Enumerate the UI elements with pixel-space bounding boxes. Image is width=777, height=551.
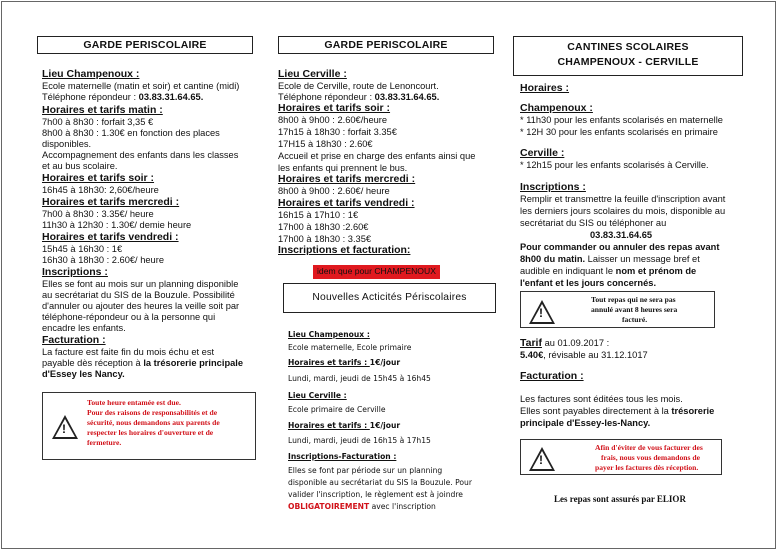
col1-warning-line: sécurité, nous demandons aux parents de (87, 418, 220, 427)
nap-inscriptions-line: Elles se font par période sur un planning (288, 466, 443, 475)
col3-tarif-value: 5.40€, révisable au 31.12.1017 (520, 350, 648, 360)
col1-warning-line: respecter les horaires d'ouverture et de (87, 428, 214, 437)
col2-soir-line: Accueil et prise en charge des enfants ainsi que (278, 151, 476, 161)
nap-inscriptions-title: Inscriptions-Facturation : (288, 452, 397, 461)
nap-h1-line: Lundi, mardi, jeudi de 15h45 à 16h45 (288, 374, 431, 383)
nap-inscriptions-line: OBLIGATOIREMENT avec l'inscription (288, 502, 436, 511)
col1-matin-line: 8h00 à 8h30 : 1.30€ en fonction des places (42, 128, 220, 138)
nap-inscriptions-line: valider l'inscription, le règlement est à joindre (288, 490, 463, 499)
col3-commande-line: l'enfant et les jours concernés. (520, 278, 657, 288)
col3-phone: 03.83.31.64.65 (590, 230, 653, 240)
col3-cerville-title: Cerville : (520, 147, 565, 159)
col3-warning-line: frais, nous vous demandons de (601, 453, 700, 462)
col2-vendredi-line: 16h15 à 17h10 : 1€ (278, 210, 359, 220)
col1-facturation-line: payable dès réception à la trésorerie principale (42, 358, 244, 368)
col1-vendredi-line: 16h30 à 18h30 : 2.60€/ heure (42, 255, 164, 265)
col1-vendredi-title: Horaires et tarifs vendredi : (42, 231, 179, 243)
brochure-page (1, 1, 776, 549)
col3-warning-box-factures: ! Afin d'éviter de vous facturer des frais, nous vous demandons de payer les factures dès réception. (520, 439, 722, 475)
col3-facturation-title: Facturation : (520, 370, 584, 382)
col3-header-line1: CANTINES SCOLAIRES (567, 41, 689, 53)
col1-warning-line: fermeture. (87, 438, 122, 447)
col2-vendredi-title: Horaires et tarifs vendredi : (278, 197, 415, 209)
col1-mercredi-line: 11h30 à 12h30 : 1.30€/ demie heure (42, 220, 192, 230)
nap-h2-line: Lundi, mardi, jeudi de 16h15 à 17h15 (288, 436, 431, 445)
col3-inscriptions-line: secrétariat du SIS ou téléphoner au (520, 218, 667, 228)
col1-facturation-title: Facturation : (42, 334, 106, 346)
col3-header (513, 36, 743, 76)
col1-vendredi-line: 15h45 à 16h30 : 1€ (42, 244, 123, 254)
col3-footer-elior: Les repas sont assurés par ELIOR (554, 494, 686, 504)
nap-lieu2-line: Ecole primaire de Cerville (288, 405, 386, 414)
col3-facturation-line: Les factures sont éditées tous les mois. (520, 394, 683, 404)
col1-phone: Téléphone répondeur : 03.83.31.64.65. (42, 92, 204, 102)
nap-lieu1-title: Lieu Champenoux : (288, 330, 370, 339)
col1-soir-title: Horaires et tarifs soir : (42, 172, 155, 184)
col2-inscriptions-title: Inscriptions et facturation: (278, 244, 411, 256)
col2-soir-line: 17h15 à 18h30 : forfait 3.35€ (278, 127, 397, 137)
nap-lieu2-title: Lieu Cerville : (288, 391, 347, 400)
col3-commande-line: 8h00 du matin. Laisser un message bref et (520, 254, 700, 264)
col1-warning-line: Pour des raisons de responsabilités et de (87, 408, 218, 417)
col2-header: GARDE PERISCOLAIRE (278, 36, 494, 54)
col3-facturation-line: Elles sont payables directement à la trésorerie (520, 406, 715, 416)
col3-champenoux-line: * 12H 30 pour les enfants scolarisés en primaire (520, 127, 718, 137)
nap-lieu1-line: Ecole maternelle, Ecole primaire (288, 343, 412, 352)
col2-soir-line: les enfants qui prennent le bus. (278, 163, 408, 173)
col1-header: GARDE PERISCOLAIRE (37, 36, 253, 54)
col3-warning-line: annulé avant 8 heures sera (591, 305, 678, 314)
col1-warning-box: ! Toute heure entamée est due. Pour des raisons de responsabilités et de sécurité, nous demandons aux parents de respecter les horaires d'ouverture et de fermeture. (42, 392, 256, 460)
col2-lieu-line: Ecole de Cerville, route de Lenoncourt. (278, 81, 439, 91)
col3-champenoux-title: Champenoux : (520, 102, 593, 114)
col3-inscriptions-line: les derniers jours scolaires du mois, disponible au (520, 206, 726, 216)
col1-warning-line: Toute heure entamée est due. (87, 398, 181, 407)
col3-commande-line: Pour commander ou annuler des repas avant (520, 242, 720, 252)
col2-lieu-title: Lieu Cerville : (278, 68, 347, 80)
col1-inscriptions-line: d'annuler ou ajouter des heures la veille soit par (42, 301, 240, 311)
col3-horaires-title: Horaires : (520, 82, 570, 94)
col2-soir-line: 8h00 à 9h00 : 2.60€/heure (278, 115, 388, 125)
nap-h1-title: Horaires et tarifs : 1€/jour (288, 358, 401, 367)
col2-mercredi-line: 8h00 à 9h00 : 2.60€/ heure (278, 186, 390, 196)
col2-mercredi-title: Horaires et tarifs mercredi : (278, 173, 416, 185)
col2-soir-line: 17H15 à 18h30 : 2.60€ (278, 139, 373, 149)
col1-matin-title: Horaires et tarifs matin : (42, 104, 163, 116)
col1-inscriptions-line: téléphone-répondeur ou à la personne qui (42, 312, 216, 322)
col3-champenoux-line: * 11h30 pour les enfants scolarisés en maternelle (520, 115, 723, 125)
col3-tarif: Tarif au 01.09.2017 : (520, 337, 610, 349)
col3-inscriptions-line: Remplir et transmettre la feuille d'inscription avant (520, 194, 726, 204)
nap-h2-title: Horaires et tarifs : 1€/jour (288, 421, 401, 430)
nap-inscriptions-line: disponible au secrétariat du SIS la Bouzule. Pour (288, 478, 472, 487)
col1-inscriptions-title: Inscriptions : (42, 266, 108, 278)
col3-inscriptions-title: Inscriptions : (520, 181, 586, 193)
col3-commande-line: audible en indiquant le nom et prénom de (520, 266, 697, 276)
col1-inscriptions-line: au secrétariat du SIS de la Bouzule. Possibilité (42, 290, 235, 300)
col1-matin-line: 7h00 à 8h30 : forfait 3,35 € (42, 117, 154, 127)
col2-phone: Téléphone répondeur : 03.83.31.64.65. (278, 92, 440, 102)
col1-matin-line: disponibles. (42, 139, 92, 149)
col1-lieu-title: Lieu Champenoux : (42, 68, 140, 80)
col3-cerville-line: * 12h15 pour les enfants scolarisés à Cerville. (520, 160, 709, 170)
col3-warning-box-repas: ! Tout repas qui ne sera pas annulé avant 8 heures sera facturé. (520, 291, 715, 328)
col3-warning-line: payer les factures dès réception. (595, 463, 699, 472)
col1-mercredi-line: 7h00 à 8h30 : 3.35€/ heure (42, 209, 154, 219)
col1-lieu-line: Ecole maternelle (matin et soir) et cantine (midi) (42, 81, 240, 91)
col1-mercredi-title: Horaires et tarifs mercredi : (42, 196, 180, 208)
col2-idem-highlight: idem que pour CHAMPENOUX (313, 265, 440, 279)
col3-header-line2: CHAMPENOUX - CERVILLE (557, 56, 699, 68)
col2-vendredi-line: 17h00 à 18h30 : 3.35€ (278, 234, 372, 244)
col1-facturation-line: La facture est faite fin du mois échu et est (42, 347, 215, 357)
col3-warning-line: Afin d'éviter de vous facturer des (595, 443, 703, 452)
col1-soir-line: 16h45 à 18h30: 2,60€/heure (42, 185, 159, 195)
col1-matin-line: et au bus scolaire. (42, 161, 118, 171)
nap-header: Nouvelles Acticités Périscolaires (283, 283, 496, 313)
col1-matin-line: Accompagnement des enfants dans les classes (42, 150, 239, 160)
col2-vendredi-line: 17h00 à 18h30 :2.60€ (278, 222, 369, 232)
col1-inscriptions-line: Elles se font au mois sur un planning disponible (42, 279, 239, 289)
col3-warning-line: facturé. (622, 315, 648, 324)
col2-soir-title: Horaires et tarifs soir : (278, 102, 391, 114)
col3-warning-line: Tout repas qui ne sera pas (591, 295, 676, 304)
col1-inscriptions-line: encadre les enfants. (42, 323, 126, 333)
col1-facturation-line: d'Essey les Nancy. (42, 369, 125, 379)
col3-facturation-line: principale d'Essey-les-Nancy. (520, 418, 651, 428)
